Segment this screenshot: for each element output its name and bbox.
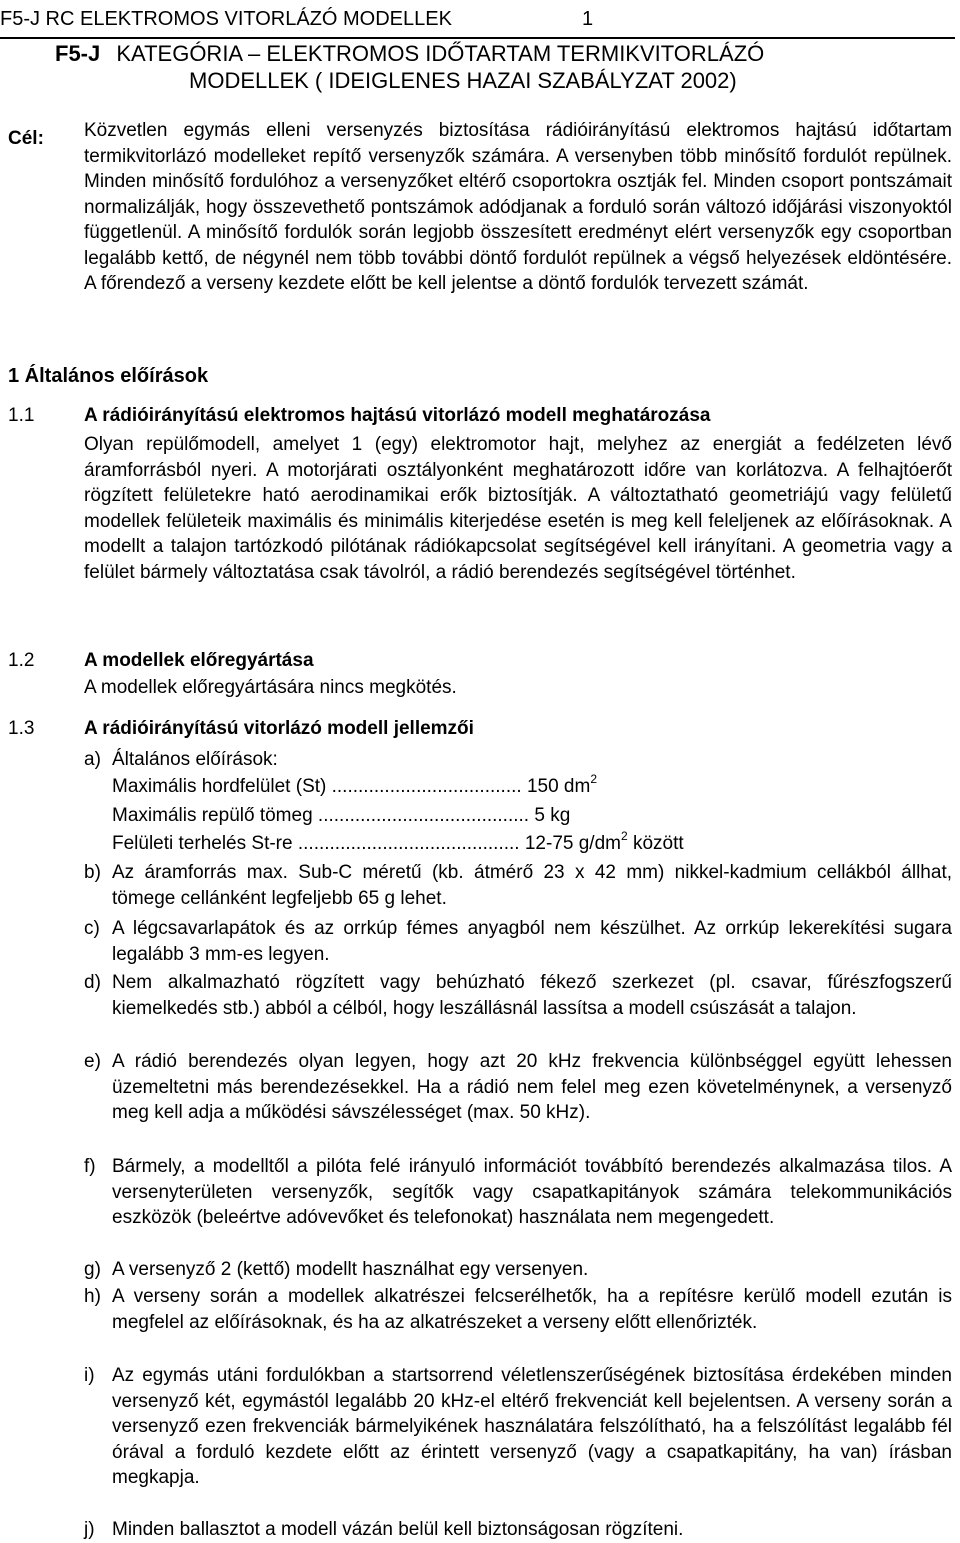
list-item-text: A rádió berendezés olyan legyen, hogy azt 20 kHz frekvencia különbséggel együtt lehessen üzemeltetni más berendezésekkel. Ha a rádió nem felel meg ezen követelménynek, a versenyző meg kell adja a működési sávszélességet (max. 50 kHz). [112, 1051, 952, 1123]
list-item-label: f) [84, 1156, 96, 1177]
spec-superscript: 2 [620, 828, 628, 843]
spec-dots: .................................... [331, 776, 522, 797]
title-line-2: MODELLEK ( IDEIGLENES HAZAI SZABÁLYZAT 2002) [189, 68, 737, 93]
running-header [0, 2, 960, 36]
spec-tail: között [627, 833, 684, 854]
running-title: F5-J RC ELEKTROMOS VITORLÁZÓ MODELLEK [0, 8, 452, 30]
list-item-label: d) [84, 972, 101, 993]
list-item-label: a) [84, 749, 101, 770]
list-item-text: Minden ballasztot a modell vázán belül kell biztonságosan rögzíteni. [112, 1519, 684, 1540]
list-item-label: b) [84, 862, 101, 883]
subsection-body: A modellek előregyártására nincs megkötés. [84, 677, 457, 698]
spec-value: 5 kg [529, 805, 571, 826]
list-item-text: A versenyző 2 (kettő) modellt használhat egy versenyen. [112, 1259, 589, 1280]
cel-label: Cél: [8, 128, 44, 149]
title-line-1-text: KATEGÓRIA – ELEKTROMOS IDŐTARTAM TERMIKVITORLÁZÓ [116, 41, 765, 66]
subsection-number: 1.3 [8, 718, 35, 739]
list-item-text: A verseny során a modellek alkatrészei felcserélhetők, ha a repítésre kerülő modell ezután is megfelel az előírásoknak, és ha az alkatrészeket a verseny előtt ellenőrizték. [112, 1286, 952, 1333]
list-item-text: Az egymás utáni fordulókban a startsorrend véletlenszerűségének biztosítása érdekében minden versenyző két, egymástól legalább 20 kHz-el eltérő frekvenciát kell bejelentsen. A verseny során a versenyző ezen frekvenciák bármelyikének használatára felszólítható, ha a felszólítást legalább fél órával a forduló kezdete előtt az érintett versenyző (vagy a csapatkapitány, ha van) írásban megkapja. [112, 1365, 952, 1488]
spec-name: Maximális hordfelület (St) [112, 776, 332, 797]
title-code: F5-J [55, 41, 101, 66]
subsection-body: Olyan repülőmodell, amelyet 1 (egy) elektromotor hajt, melyhez az energiát a fedélzeten lévő áramforrásból nyeri. A motorjárati osztályonként meghatározott időre van korlátozva. A felhajtóerőt rögzített felületekre ható aerodinamikai erők biztosítják. A változtatható geometriájú vagy felületű modellek felületeik maximális és minimális kiterjedése esetén is meg kell feleljenek az előírásoknak. A modellt a talajon tartózkodó pilótának rádiókapcsolat segítségével kell irányítani. A geometria vagy a felület bármely változtatása csak távolról, a rádió berendezés segítségével történhet. [84, 434, 952, 583]
spec-name: Felületi terhelés St-re [112, 833, 298, 854]
list-item-text: A légcsavarlapátok és az orrkúp fémes anyagból nem készülhet. Az orrkúp lekerekítési sugara legalább 3 mm-es legyen. [112, 918, 952, 965]
subsection-heading: A modellek előregyártása [84, 650, 314, 671]
subsection-number: 1.2 [8, 650, 35, 671]
list-item-label: c) [84, 918, 100, 939]
section-1-heading: 1 Általános előírások [8, 365, 209, 387]
cel-text: Közvetlen egymás elleni versenyzés biztosítása rádióirányítású elektromos hajtású időtartam termikvitorlázó modelleket repítő versenyzők számára. A versenyben több minősítő fordulót repülnek. Minden minősítő fordulóhoz a versenyzőket eltérő csoportokra osztják fel. Minden csoport pontszámait normalizálják, hogy összevethető pontszámok adódjanak a forduló során változó időjárási viszonyoktól függetlenül. A minősítő fordulók során legjobb összesített eredményt elért versenyzők egy csoportban legalább kettő, de négynél nem több további döntő fordulót repülnek a végső helyezések eldöntésére. A főrendező a verseny kezdete előtt be kell jelentse a döntő fordulók tervezett számát. [84, 120, 952, 294]
spec-dots: .......................................... [297, 833, 520, 854]
list-item-label: g) [84, 1259, 101, 1280]
spec-dots: ........................................ [317, 805, 530, 826]
page-number: 1 [582, 8, 594, 30]
spec-superscript: 2 [590, 771, 598, 786]
list-item-label: h) [84, 1286, 101, 1307]
subsection-heading: A rádióirányítású vitorlázó modell jellemzői [84, 718, 474, 739]
list-item-text: Bármely, a modelltől a pilóta felé irányuló információt továbbító berendezés alkalmazása tilos. A versenyterületen versenyzők, segítők vagy csapatkapitányok számára telekommunikációs eszközök (beleértve adóvevőket és telefonokat) használata nem megengedett. [112, 1156, 952, 1228]
title-line-1 [55, 40, 764, 67]
list-item-text: Általános előírások: [112, 749, 278, 770]
list-item-text: Az áramforrás max. Sub-C méretű (kb. átmérő 23 x 42 mm) nikkel-kadmium cellákból állhat, tömege cellánként legfeljebb 65 g lehet. [112, 862, 952, 909]
spec-name: Maximális repülő tömeg [112, 805, 318, 826]
header-rule [0, 37, 955, 39]
list-item-label: j) [84, 1519, 95, 1540]
spec-value: 150 dm [521, 776, 591, 797]
spec-row-max-mass [112, 803, 570, 829]
cel-paragraph [84, 118, 952, 297]
list-item-text: Nem alkalmazható rögzített vagy behúzható fékező szerkezet (pl. csavar, fűrészfogszerű kiemelkedés stb.) abból a célból, hogy leszállásnál lassítsa a modell csúszását a talajon. [112, 972, 952, 1019]
spec-row-wing-loading [112, 828, 684, 857]
spec-value: 12-75 g/dm [519, 833, 621, 854]
list-item-label: e) [84, 1051, 101, 1072]
spec-row-max-area [112, 771, 598, 800]
list-item-label: i) [84, 1365, 95, 1386]
subsection-number: 1.1 [8, 405, 35, 426]
subsection-heading: A rádióirányítású elektromos hajtású vitorlázó modell meghatározása [84, 405, 711, 426]
